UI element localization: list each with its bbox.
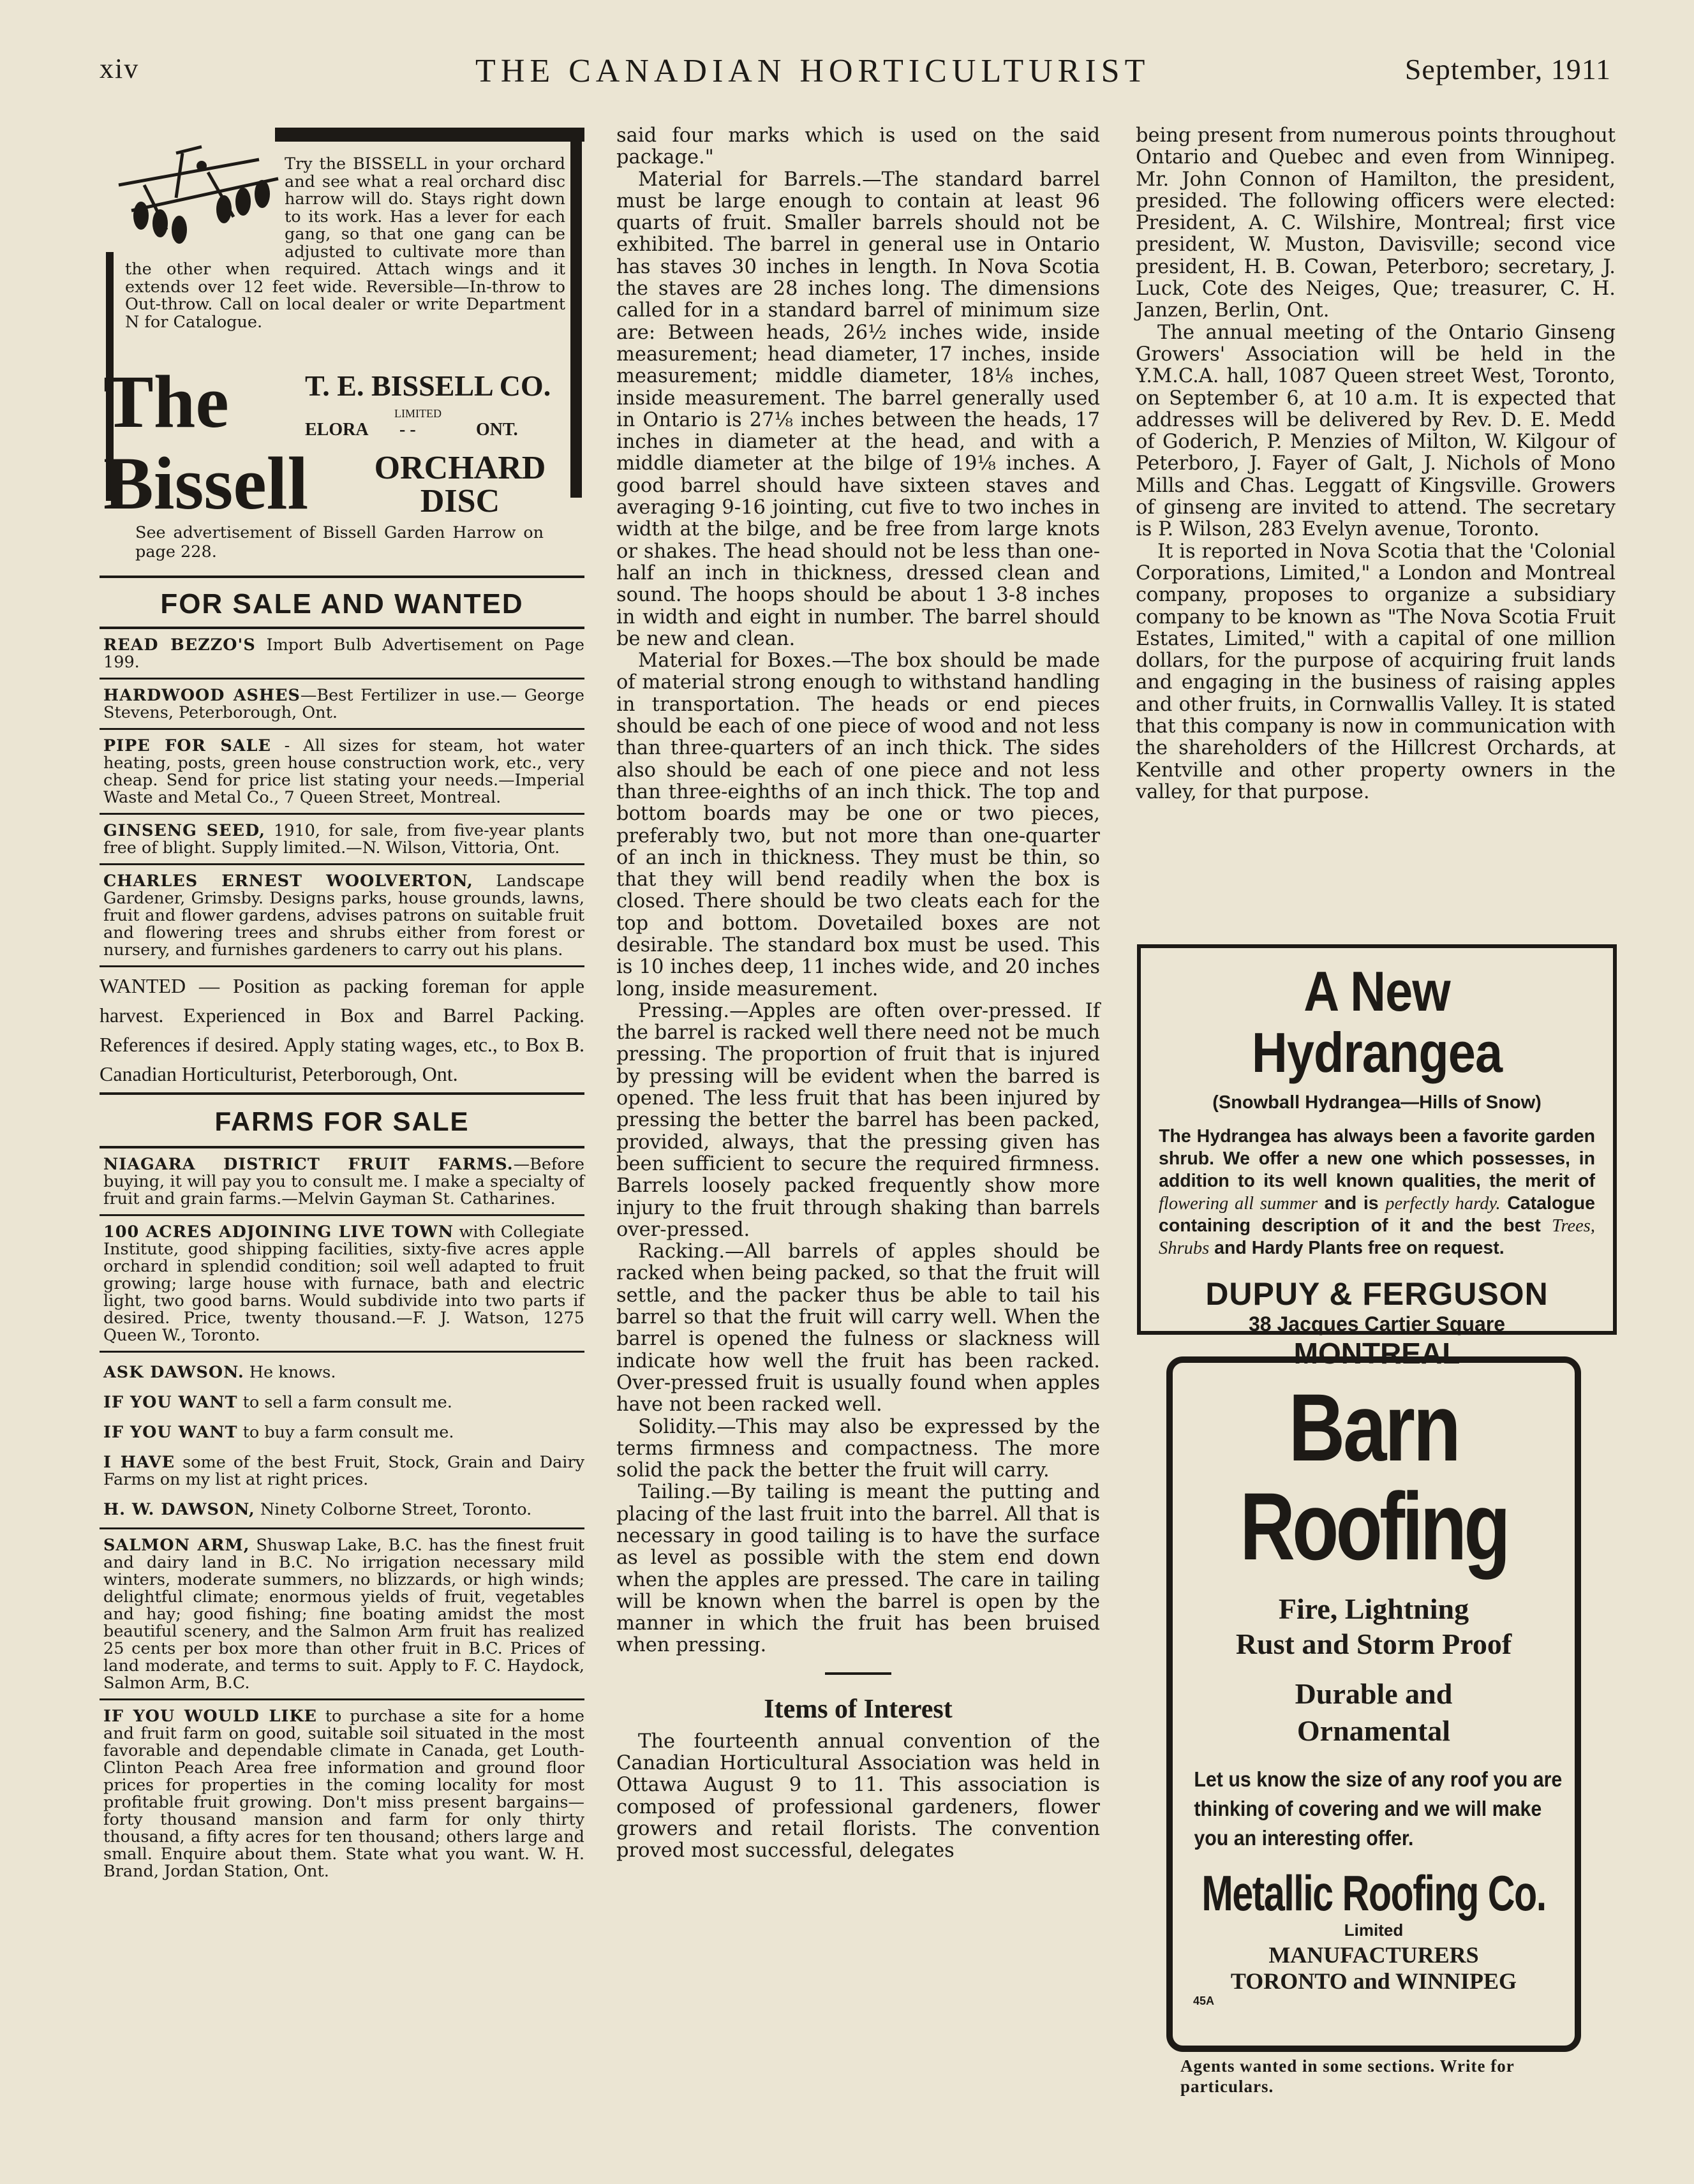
illustration-wrap-spacer [125, 156, 285, 245]
farms-section [100, 1095, 584, 1887]
dawson-line-lead: IF YOU WANT [103, 1423, 238, 1442]
issue-date: September, 1911 [1404, 53, 1611, 85]
dawson-line [103, 1424, 584, 1441]
for-sale-section [100, 576, 584, 1095]
louth-ad [100, 1700, 584, 1887]
items-paragraph: The fourteenth annual convention of the Canadian Horticultural Association was held in Ottawa August 9 to 11. This association is composed of professional gardeners, flower growers and retail florists. The convention proved most successful, delegates [616, 1730, 1100, 1862]
farm-item-text: —Before buying, it will pay you to consult me. I make a specialty of fruit and grain farms.—Melvin Gayman St. Catharines. [103, 1155, 584, 1208]
for-sale-item [100, 730, 584, 815]
ad-right-bar [570, 128, 582, 498]
news-paragraph: The annual meeting of the Ontario Ginseng Growers' Association will be held in the Y.M.C.A. hall, 1087 Queen street West, Toronto, on September 6, at 10 a.m. It is expected that addresses will be delivered by Rev. D. E. Medd of Goderich, P. Menzies of Milton, W. Kilgour of Peterboro, J. Fayer of Galt, J. Nichols of Mono Mills and Chas. Leggatt of Kingsville. Growers of ginseng are invited to attend. The secretary is P. Wilson, 283 Evelyn avenue, Toronto. [1136, 321, 1616, 541]
hydrangea-city: MONTREAL [1293, 1337, 1460, 1370]
dawson-line [103, 1454, 584, 1489]
for-sale-item [100, 680, 584, 730]
hydrangea-body-3: Catalogue containing description of it and the best [1159, 1193, 1595, 1236]
roofing-cities: TORONTO and WINNIPEG [1230, 1968, 1517, 1994]
dawson-line-text: Ninety Colborne Street, Toronto. [255, 1500, 532, 1519]
bissell-disc: DISC [420, 483, 500, 519]
article-paragraph: Material for Boxes.—The box should be made of material strong enough to withstand handling in transportation. The heads or end pieces should be each of one piece of wood and not less than three-quarters of an inch thick. The sides also should be each of one piece and not less than three-eighths of an inch thick. The top and bottom boards may be one or two pieces, preferably two, but not more than one-quarter of an inch in thickness. They must be thin, so that they will bend readily when the box is closed. There should be two cleats each for the top and bottom. Dovetailed boxes are not desirable. The standard box must be used. This is 10 inches deep, 11 inches wide, and 20 inches long, inside measurement. [616, 650, 1100, 1000]
for-sale-item-text: Landscape Gardener, Grimsby. Designs parks, house grounds, lawns, fruit and flower gardens, advises patrons on suitable fruit and flowering trees and shrubs either from forest or nursery, and furnishes gardeners to carry out his plans. [103, 872, 584, 960]
dawson-ad [100, 1353, 584, 1529]
bissell-dash: - - [399, 420, 416, 440]
hydrangea-ad [1137, 944, 1617, 1370]
farm-item [100, 1148, 584, 1216]
hydrangea-body-1: The Hydrangea has always been a favorite garden shrub. We offer a new one which possesses, in addition to its well known qualities, the merit of [1159, 1126, 1595, 1191]
ad-top-bar [275, 128, 584, 142]
bissell-orchard: ORCHARD [374, 450, 546, 486]
dawson-line-lead: IF YOU WANT [103, 1393, 238, 1412]
left-ad-column [100, 128, 584, 1887]
hydrangea-company: DUPUY & FERGUSON [1205, 1276, 1549, 1312]
roofing-limited: Limited [1344, 1920, 1404, 1940]
article-paragraph: Material for Barrels.—The standard barrel must be large enough to contain at least 96 quarts of fruit. Smaller barrels should not be exhibited. The barrel in general use in Ontario has staves 30 inches in length. In Nova Scotia the staves are 28 inches long. The dimensions called for in a standard barrel of minimum size are: Between heads, 26½ inches wide, inside measurement; head diameter, 17 inches, inside measurement; middle diameter, 18⅛ inches, inside measurement. The barrel generally used in Ontario is 27⅛ inches between the heads, 17 inches in diameter at the head, and with a middle diameter at the bilge of 19⅛ inches. A good barrel should have sixteen staves and averaging 9-16 jointing, cut five to two inches in width at the bilge, and be free from large knots or shakes. The head should not be less than one-half an inch in thickness, dressed clean and sound. The hoops should be about 1 3-8 inches in width and eight in number. The barrel should be new and clean. [616, 168, 1100, 650]
hydrangea-body-4: and Hardy Plants free on request. [1209, 1238, 1505, 1258]
for-sale-item [100, 865, 584, 967]
dawson-line-text: some of the best Fruit, Stock, Grain and Dairy Farms on my list at right prices. [103, 1453, 584, 1489]
article-paragraph: said four marks which is used on the said package." [616, 124, 1100, 169]
bissell-limited: LIMITED [394, 407, 442, 420]
bissell-company: T. E. BISSELL CO. [305, 369, 551, 402]
salmon-lead: SALMON ARM, [103, 1536, 250, 1555]
for-sale-item [100, 629, 584, 680]
roofing-title-1: Barn [1288, 1374, 1459, 1481]
farms-heading: FARMS FOR SALE [100, 1095, 584, 1148]
items-of-interest-heading: Items of Interest [764, 1694, 953, 1724]
for-sale-item-text: - All sizes for steam, hot water heating, posts, green house construction work, etc., very cheap. Send for price list stating your needs.—Imperial Waste and Metal Co., 7 Queen Street, Montreal. [103, 736, 584, 807]
bissell-body: Try the BISSELL in your orchard and see what a real orchard disc harrow will do. Stays right down to its work. Has a lever for each gang, so that one gang can be adjusted to cultivate more than the other when required. Attach wings and it extends over 12 feet wide. Reversible—In-throw to Out-throw. Call on local dealer or write Department N for Catalogue. [125, 154, 565, 332]
dawson-line [103, 1394, 584, 1411]
dawson-line-text: to buy a farm consult me. [237, 1423, 454, 1442]
for-sale-item-text: Import Bulb Advertisement on Page 199. [103, 635, 584, 672]
roofing-agents-note: Agents wanted in some sections. Write for particulars. [1180, 2056, 1515, 2096]
news-items [1136, 125, 1616, 803]
page-number: xiv [100, 53, 140, 84]
bissell-city: ELORA [305, 420, 369, 440]
salmon-text: Shuswap Lake, B.C. has the finest fruit and dairy land in B.C. No irrigation necessary mild winters, moderate summers, no blizzards, or high winds; delightful climate; enormous yields of fruit, vegetables and hay; good fishing; fine boating amidst the most beautiful scenery, and the Salmon Arm fruit has realized 25 cents per box more than other fruit in B.C. Prices of land moderate, and terms to suit. Apply to F. C. Haydock, Salmon Arm, B.C. [103, 1536, 584, 1693]
hydrangea-title: A New Hydrangea [1251, 960, 1503, 1084]
for-sale-heading: FOR SALE AND WANTED [100, 578, 584, 629]
roofing-company: Metallic Roofing Co. [1201, 1865, 1546, 1921]
for-sale-item-lead: GINSENG SEED, [103, 821, 266, 840]
roofing-manufacturers: MANUFACTURERS [1268, 1942, 1479, 1968]
hydrangea-italic-2: perfectly hardy. [1385, 1194, 1501, 1214]
bissell-body-text [125, 156, 565, 331]
hydrangea-subtitle: (Snowball Hydrangea—Hills of Snow) [1212, 1092, 1542, 1113]
roofing-code: 45A [1193, 1995, 1215, 2007]
for-sale-item-lead: HARDWOOD ASHES [103, 686, 301, 705]
for-sale-list [100, 629, 584, 967]
dawson-line [103, 1364, 584, 1381]
farms-list [100, 1148, 584, 1353]
salmon-arm-ad [100, 1529, 584, 1700]
dawson-line-text: He knows. [244, 1363, 336, 1382]
bissell-ad [100, 128, 584, 568]
packing-article [616, 125, 1100, 1657]
roofing-line-2: Rust and Storm Proof [1235, 1628, 1512, 1660]
dawson-line-lead: ASK DAWSON. [103, 1363, 244, 1382]
barn-roofing-ad [1166, 1356, 1581, 2052]
article-paragraph: Tailing.—By tailing is meant the putting and placing of the last fruit into the barrel. All that is necessary in good tailing is to have the surface as level as possible with the stem end down when the apples are pressed. The care in tailing will be known when the barrel is open by the manner in which the fruit has been bruised when pressing. [616, 1481, 1100, 1657]
louth-lead: IF YOU WOULD LIKE [103, 1707, 317, 1726]
news-paragraph: It is reported in Nova Scotia that the 'Colonial Corporations, Limited," a London and Montreal company, proposes to organize a subsidiary company to be known as "The Nova Scotia Fruit Estates, Limited," with a capital of one million dollars, for the purpose of acquiring fruit lands and engaging in the business of raising apples and other fruits, in Cornwallis Valley. It is stated that this company is now in communication with the shareholders of the Hillcrest Orchards, at Kentville and other property owners in the valley, for that purpose. [1136, 540, 1616, 803]
dawson-line-text: to sell a farm consult me. [237, 1393, 452, 1412]
roofing-line-1: Fire, Lightning [1278, 1593, 1469, 1625]
bissell-footer: See advertisement of Bissell Garden Harrow on page 228. [135, 523, 544, 561]
roofing-offer: Let us know the size of any roof you are thinking of covering and we will make you an interesting offer. [1194, 1767, 1563, 1850]
middle-article-column [616, 125, 1100, 1862]
article-paragraph: Pressing.—Apples are often over-pressed. If the barrel is racked well there need not be much pressing. The proportion of fruit that is injured by pressing will be evident when the barred is opened. The less fruit that has been injured by pressing the better the barrel has been packed, provided, always, that the pressing given has been sufficient to secure the required firmness. Barrels loosely packed frequently show more injury to the fruit through shaking than barrels over-pressed. [616, 999, 1100, 1241]
roofing-title-2: Roofing [1240, 1473, 1508, 1580]
louth-text: to purchase a site for a home and fruit farm on good, suitable soil situated in the most favorable and dependable climate in Canada, get Louth-Clinton Peach Area free information and ground floor prices for properties in the coming locality for most profitable fruit growing. Don't miss present bargains—forty thousand mansion and farm for only thirty thousand, a fifty acres for ten thousand; others large and small. Enquire about them. State what you want. W. H. Brand, Jordan Station, Ont. [103, 1707, 584, 1881]
farm-item-lead: 100 ACRES ADJOINING LIVE TOWN [103, 1222, 454, 1242]
dawson-line [103, 1501, 584, 1519]
bissell-the: The [103, 360, 229, 443]
hydrangea-address: 38 Jacques Cartier Square [1249, 1312, 1505, 1335]
hydrangea-body [1159, 1125, 1595, 1259]
for-sale-item-text: 1910, for sale, from five-year plants free of blight. Supply limited.—N. Wilson, Vittoria, Ont. [103, 821, 584, 858]
farm-item-lead: NIAGARA DISTRICT FRUIT FARMS. [103, 1155, 514, 1174]
hydrangea-body-2: and is [1318, 1193, 1386, 1214]
hydrangea-italic-3: Trees, Shrubs [1159, 1216, 1595, 1258]
roofing-line-4: Ornamental [1297, 1714, 1451, 1747]
bissell-name: Bissell [103, 442, 309, 525]
hydrangea-italic-1: flowering all summer [1159, 1194, 1318, 1214]
publication-title: THE CANADIAN HORTICULTURIST [475, 53, 1150, 89]
farm-item-text: with Collegiate Institute, good shipping facilities, sixty-five acres apple orchard in splendid condition; soil well adapted to fruit growing; large house with furnace, bath and electric light, two good barns. Would subdivide into two parts if desired. Price, twenty thousand.—F. J. Watson, 1275 Queen W., Toronto. [103, 1222, 584, 1345]
bissell-ad-body [125, 156, 565, 331]
right-article-column [1136, 125, 1616, 803]
for-sale-item-lead: PIPE FOR SALE [103, 736, 271, 755]
for-sale-item-text: —Best Fertilizer in use.— George Stevens, Peterborough, Ont. [103, 686, 585, 722]
dawson-line-lead: I HAVE [103, 1453, 175, 1472]
for-sale-item-lead: CHARLES ERNEST WOOLVERTON, [103, 872, 473, 891]
dawson-line-lead: H. W. DAWSON, [103, 1500, 255, 1519]
wanted-ad: WANTED — Position as packing foreman for apple harvest. Experienced in Box and Barrel Packing. References if desired. Apply stating wages, etc., to Box B. Canadian Horticulturist, Peterborough, Ont. [100, 967, 584, 1095]
news-paragraph: being present from numerous points throughout Ontario and Quebec and even from Winnipeg. Mr. John Connon of Hamilton, the president, presided. The following officers were elected: President, A. C. Wilshire, Montreal; first vice president, W. Muston, Davisville; second vice president, H. B. Cowan, Peterboro; secretary, J. Luck, Cote des Neiges, Que; treasurer, C. H. Janzen, Berlin, Ont. [1136, 124, 1616, 322]
roofing-line-3: Durable and [1295, 1677, 1453, 1710]
for-sale-item-lead: READ BEZZO'S [103, 635, 256, 655]
section-divider [825, 1672, 891, 1675]
bissell-province: ONT. [476, 420, 518, 440]
article-paragraph: Solidity.—This may also be expressed by the terms firmness and compactness. The more solid the pack the better the fruit will carry. [616, 1415, 1100, 1482]
article-paragraph: Racking.—All barrels of apples should be racked when being packed, so that the fruit will settle, and the packer thus be able to tail his barrel so that the fruit will carry well. When the barrel is opened the fulness or slackness will indicate how well the fruit has been racked. Over-pressed fruit is usually found when apples have not been racked well. [616, 1240, 1100, 1416]
farm-item [100, 1216, 584, 1353]
for-sale-item [100, 815, 584, 865]
